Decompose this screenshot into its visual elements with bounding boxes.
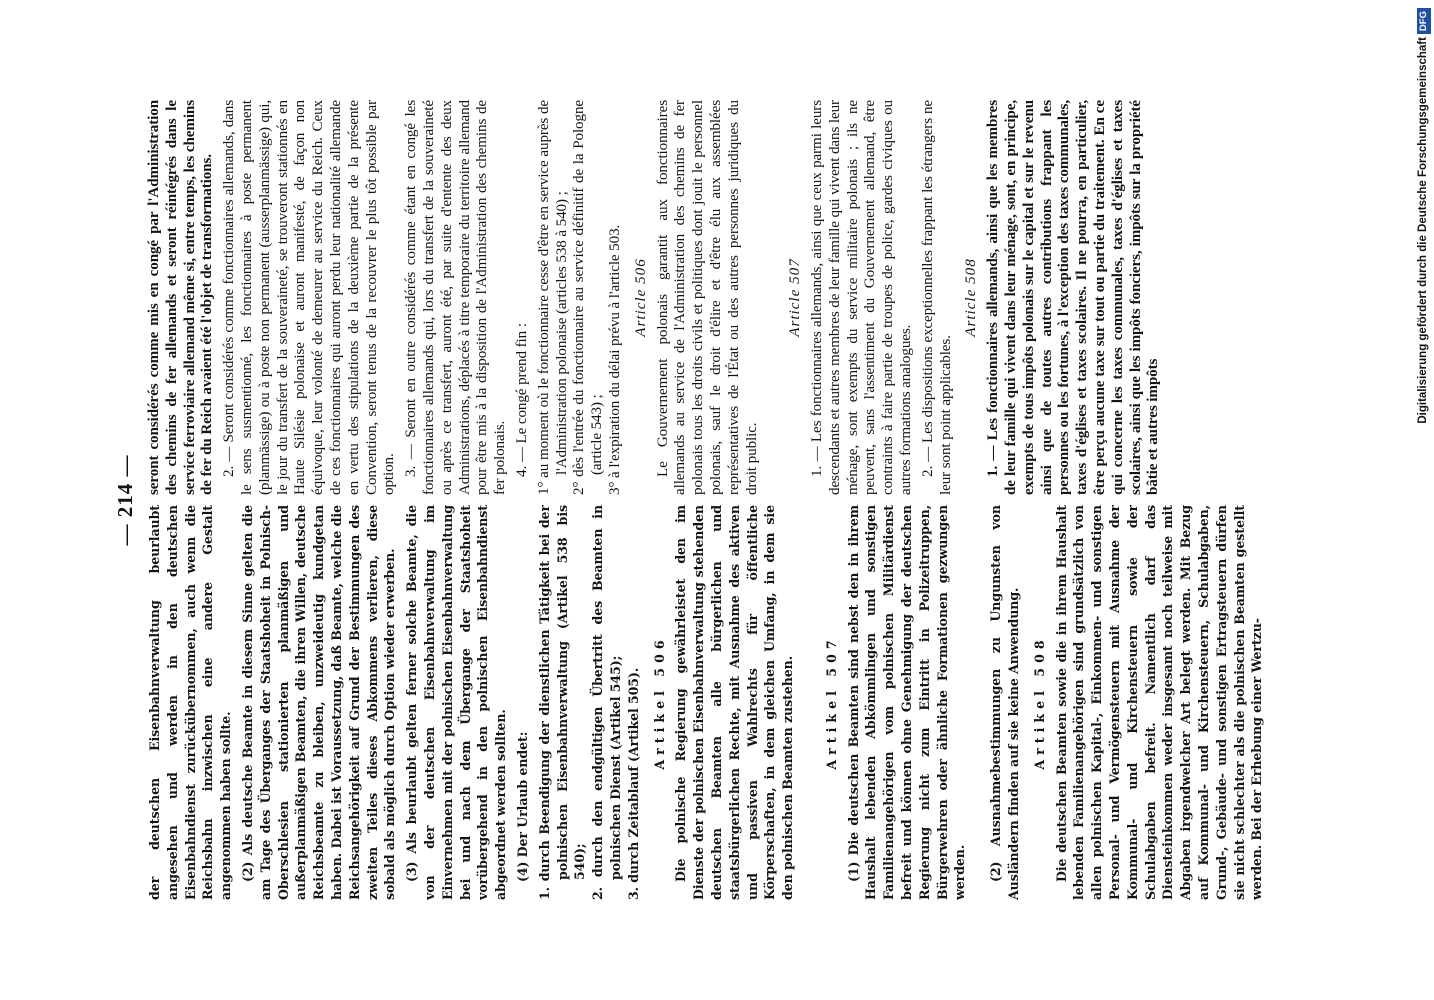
fr-paragraph-507-1: 1. — Les fonctionnaires allemands, ainsi que ceux parmi leurs descendants et autres membres de leur famille qui vivent dans leur ménage, sont exempts du service militaire polonais ; ils ne peuvent, sans l'assentiment du Gouvernement allemand, être contraints à faire partie de troupes de police, gardes civiques ou autres formations analogues. <box>809 100 915 495</box>
digitization-credit-label: Digitalisierung gefördert durch die Deutsche Forschungsgemeinschaft <box>1417 37 1429 424</box>
digitization-credit <box>1414 8 1432 992</box>
fr-paragraph-508: 1. — Les fonctionnaires allemands, ainsi que les membres de leur famille qui vivent dans leur ménage, sont, en principe, exempts de tous impôts polonais sur le capital et sur le revenu ainsi que de toutes autres contributions frappant les personnes ou les fortunes, à l'exception des taxes communales, taxes d'églises et taxes scolaires. Il ne pourra, en particulier, être perçu aucune taxe sur tout ou partie du traitement. En ce qui concerne les taxes communales, taxes d'églises et taxes scolaires, ainsi que les impôts fonciers, impôts sur la propriété bâtie et autres impôts <box>985 100 1162 495</box>
de-article-heading-508: Artikel 508 <box>1031 635 1047 770</box>
fr-list-item: 2° dès l'entrée du fonctionnaire au service définitif de la Pologne (article 543) ; <box>571 100 606 495</box>
de-paragraph-continued: der deutschen Eisenbahnverwaltung beurlaubt angesehen und werden in den deutschen Eisenbahndienst zurückübernommen, auch wenn die Reichsbahn inzwischen eine andere Gestalt angenommen haben sollte. <box>147 505 234 900</box>
german-column <box>146 505 1426 900</box>
fr-paragraph-507-2: 2. — Les dispositions exceptionnelles frappant les étrangers ne leur sont point applicables. <box>919 100 954 495</box>
fr-paragraph-continued: seront considérés comme mis en congé par l'Administration des chemins de fer allemands et seront réintégrés dans le service ferroviaire allemand même si, entre temps, les chemins de fer du Reich avaient été l'objet de transformations. <box>146 100 216 495</box>
de-paragraph-508: Die deutschen Beamten sowie die in ihrem Haushalt lebenden Familienangehörigen sind grundsätzlich von allen polnischen Kapital-, Einkommen- und sonstigen Personal- und Vermögensteuern mit Ausnahme der Kommunal- und Kirchensteuern sowie der Schulabgaben befreit. Namentlich darf das Diensteinkommen weder insgesamt noch teilweise mit Abgaben irgendwelcher Art belegt werden. Mit Bezug auf Kommunal- und Kirchensteuern, Schulabgaben, Grund-, Gebäude- und sonstigen Ertragsteuern dürfen sie nicht schlechter als die polnischen Beamten gestellt werden. Bei der Erhebung einer Wertzu- <box>1053 505 1265 900</box>
fr-list-item: 1° au moment où le fonctionnaire cesse d'être en service auprès de l'Administration polonaise (articles 538 à 540) ; <box>535 100 570 495</box>
dfg-logo: DFG <box>1417 8 1431 34</box>
fr-article-heading-507: Article 507 <box>787 258 804 337</box>
de-list-item: 2. durch den endgültigen Übertritt des Beamten in polnischen Dienst (Artikel 545); <box>590 505 623 900</box>
de-article-heading-506: Artikel 506 <box>651 635 667 770</box>
fr-paragraph-505-3: 3. — Seront en outre considérés comme étant en congé les fonctionnaires allemands qui, lors du transfert de la souveraineté ou après ce transfert, auront été, par suite d'entente des deux Administrations, déplacés à titre temporaire du territoire allemand pour être mis à la disposition de l'Administration des chemins de fer polonais. <box>403 100 509 495</box>
de-paragraph-507-1: (1) Die deutschen Beamten sind nebst den in ihrem Haushalt lebenden Abkömmlingen und sonstigen Familienangehörigen vom polnischen Militärdienst befreit und können ohne Genehmigung der deutschen Regierung nicht zum Eintritt in Polizeitruppen, Bürgerwehren oder ähnliche Formationen gezwungen werden. <box>845 505 968 900</box>
de-paragraph-505-2: (2) Als deutsche Beamte in diesem Sinne gelten die am Tage des Überganges der Staatshoheit in Polnisch-Oberschlesien stationierten planmäßigen und außerplanmäßigen Beamten, die ihren Willen, deutsche Reichsbeamte zu bleiben, unzweideutig kundgetan haben. Dabei ist Voraussetzung, daß Beamte, welche die Reichsangehörigkeit auf Grund der Bestimmungen des zweiten Teiles dieses Abkommens verlieren, diese sobald als möglich durch Option wieder erwerben. <box>239 505 398 900</box>
fr-paragraph-506: Le Gouvernement polonais garantit aux fonctionnaires allemands au service de l'Administration des chemins de fer polonais tous les droits civils et politiques dont jouit le personnel polonais, sauf le droit d'élire et d'être élu aux assemblées représentatives de l'État ou des autres personnes juridiques du droit public. <box>654 100 760 495</box>
fr-paragraph-505-2: 2. — Seront considérés comme fonctionnaires allemands, dans le sens susmentionné, les fonctionnaires à poste permanent (planmässige) ou à poste non permanent (ausserplanmässige) qui, le jour du transfert de la souveraineté, se trouveront stationnés en Haute Silésie polonaise et auront manifesté, de façon non équivoque, leur volonté de demeurer au service du Reich. Ceux de ces fonctionnaires qui auront perdu leur nationalité allemande en vertu des stipulations de la deuxième partie de la présente Convention, seront tenus de la recouvrer le plus tôt possible par option. <box>221 100 398 495</box>
de-list-item: 3. durch Zeitablauf (Artikel 505). <box>625 667 641 900</box>
rotated-page-content <box>102 50 1432 950</box>
digitization-credit-text <box>1414 8 1432 992</box>
two-column-body <box>146 100 1426 900</box>
page-number: — 214 — <box>113 454 137 546</box>
de-paragraph-505-3: (3) Als beurlaubt gelten ferner solche Beamte, die von der deutschen Eisenbahnverwaltung im Einvernehmen mit der polnischen Eisenbahnverwaltung bei und nach dem Übergange der Staatshoheit vorübergehend in den polnischen Eisenbahndienst abgeordnet werden sollten. <box>404 505 509 900</box>
de-paragraph-507-2: (2) Ausnahmebestimmungen zu Ungunsten von Ausländern finden auf sie keine Anwendung. <box>988 505 1022 900</box>
de-paragraph-506: Die polnische Regierung gewährleistet den im Dienste der polnischen Eisenbahnverwaltung stehenden deutschen Beamten alle bürgerlichen und staatsbürgerlichen Rechte, mit Ausnahme des aktiven und passiven Wahlrechts für öffentliche Körperschaften, in dem gleichen Umfang, in dem sie den polnischen Beamten zustehen. <box>673 505 796 900</box>
de-paragraph-505-4: (4) Der Urlaub endet: <box>514 731 530 882</box>
de-article-heading-507: Artikel 507 <box>823 635 839 770</box>
de-list-item: 1. durch Beendigung der dienstlichen Tätigkeit bei der polnischen Eisenbahnverwaltung (Artikel 538 bis 540); <box>536 505 588 900</box>
fr-article-heading-508: Article 508 <box>963 258 980 337</box>
french-column <box>146 100 1426 495</box>
fr-paragraph-505-4: 4. — Le congé prend fin : <box>513 323 530 477</box>
fr-list-item: 3° à l'expiration du délai prévu à l'article 503. <box>606 224 623 495</box>
fr-article-heading-506: Article 506 <box>632 258 649 337</box>
